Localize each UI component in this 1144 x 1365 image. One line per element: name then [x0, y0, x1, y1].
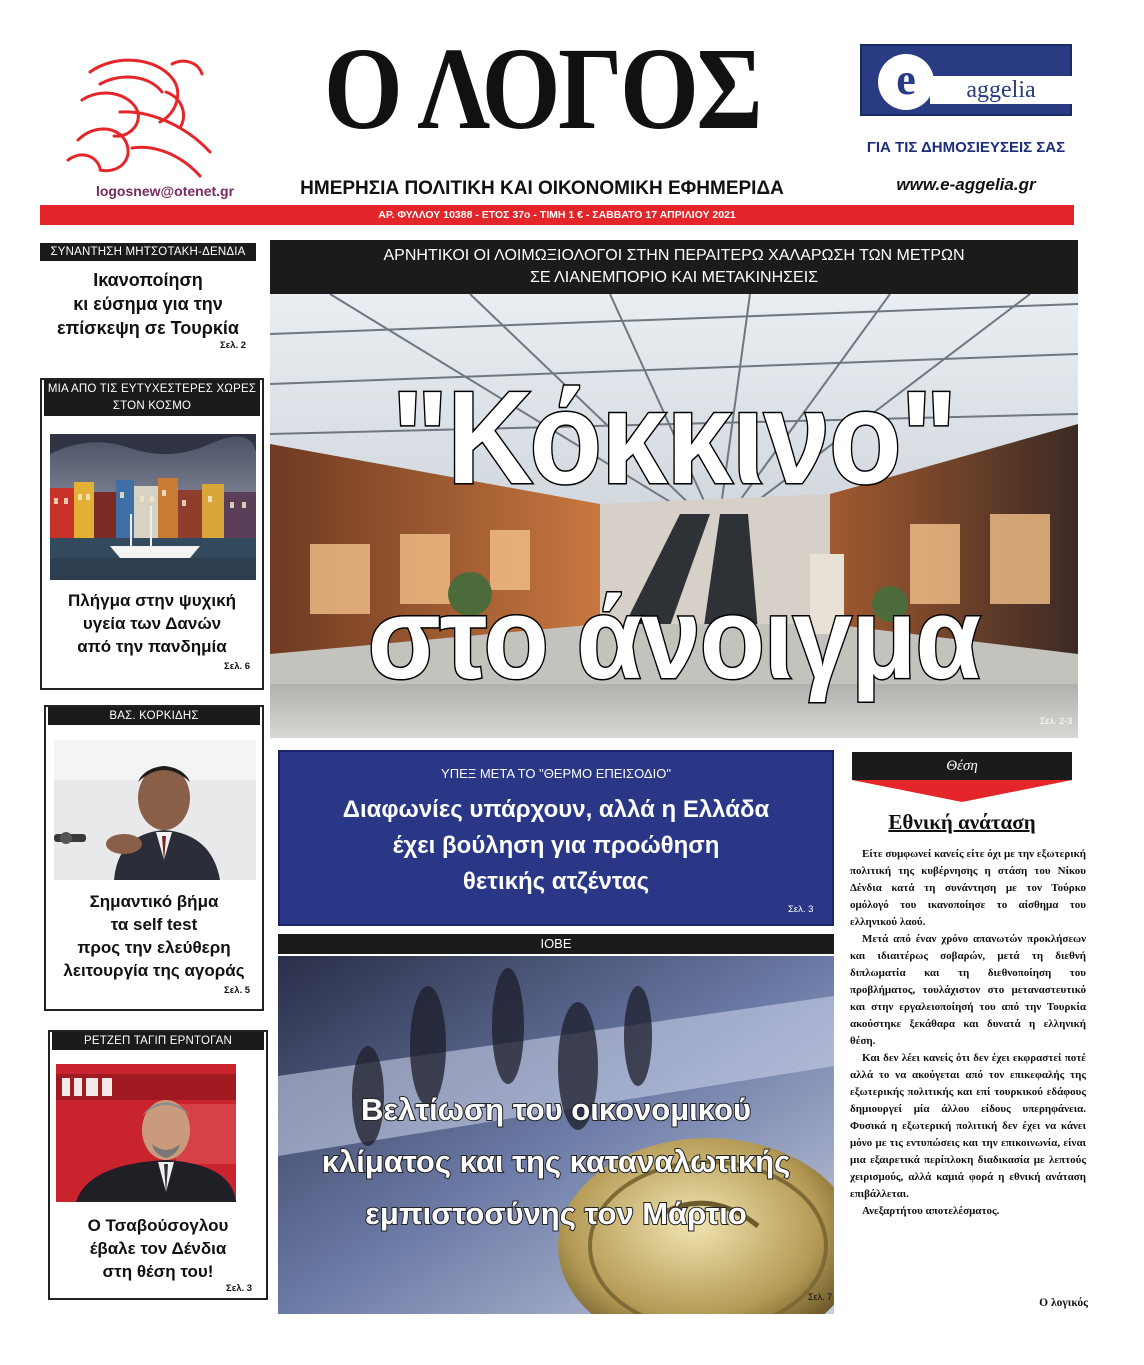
left-story-3-page: Σελ. 5 — [224, 985, 250, 996]
blue-story-kicker: ΥΠΕΞ ΜΕΤΑ ΤΟ "ΘΕΡΜΟ ΕΠΕΙΣΟΔΙΟ" — [441, 766, 671, 781]
headline-line: θετικής ατζέντας — [462, 868, 650, 895]
left-story-3-kicker: ΒΑΣ. ΚΟΡΚΙΔΗΣ — [48, 707, 260, 725]
editorial-title: Εθνική ανάταση — [888, 810, 1036, 834]
blue-story-page: Σελ. 3 — [788, 904, 813, 915]
eaggelia-url: www.e-aggelia.gr — [896, 175, 1036, 194]
editorial-paragraph: Είτε συμφωνεί κανείς είτε όχι με την εξωτερική πολιτική της κυβέρνησης η στάση του Νίκου Δένδια κατά τη συνάντηση με τον Τούρκο ομόλογό του ικανοποίησε το αίσθημα του ελληνικού λαού. — [850, 848, 1086, 928]
left-story-1-kicker: ΣΥΝΑΝΤΗΣΗ ΜΗΤΣΟΤΑΚΗ-ΔΕΝΔΙΑ — [40, 243, 256, 261]
iobe-headline — [278, 1084, 834, 1240]
headline-line: Πλήγμα στην ψυχική — [68, 591, 236, 610]
left-story-2-headline — [40, 589, 264, 658]
headline-line: επίσκεψη σε Τουρκία — [56, 318, 239, 338]
headline-line: υγεία των Δανών — [82, 614, 222, 633]
headline-line: Ο Τσαβούσογλου — [87, 1216, 229, 1235]
headline-line: λειτουργία της αγοράς — [63, 961, 245, 980]
editorial-red-arrow — [852, 780, 1072, 802]
newspaper-logo-illustration — [60, 52, 220, 180]
copenhagen-harbor-photo — [50, 434, 256, 580]
main-story-page: Σελ. 2-3 — [1040, 716, 1072, 726]
left-story-4-kicker: ΡΕΤΖΕΠ ΤΑΓΙΠ ΕΡΝΤΟΓΑΝ — [52, 1032, 264, 1050]
editorial-body — [850, 846, 1086, 1220]
foreign-ministry-story — [278, 750, 834, 926]
newspaper-subtitle: ΗΜΕΡΗΣΙΑ ΠΟΛΙΤΙΚΗ ΚΑΙ ΟΙΚΟΝΟΜΙΚΗ ΕΦΗΜΕΡΙΔΑ — [300, 178, 784, 199]
korkidis-photo — [54, 740, 256, 880]
headline-line: έχει βούληση για προώθηση — [392, 832, 720, 859]
main-story-banner — [270, 240, 1078, 294]
headline-line: έβαλε τον Δένδια — [89, 1239, 227, 1258]
issue-info-bar: ΑΡ. ΦΥΛΛΟΥ 10388 - ΕΤΟΣ 37ο - ΤΙΜΗ 1 € - ΣΑΒΒΑΤΟ 17 ΑΠΡΙΛΙΟΥ 2021 — [40, 205, 1074, 225]
main-headline-line-1: "Κόκκινο" — [391, 364, 957, 511]
editorial-paragraph: Και δεν λέει κανείς ότι δεν έχει εκφραστεί ποτέ αλλά το να ακούγεται από τον επικεφαλής της εξωτερικής πολιτικής και επί τουρκικού εδάφους δημιουργεί μία άλλου είδους υπερηφάνεια. Φυσικά η εξωτερική πολιτική δεν έχει να κάνει μόνο με τις εντυπώσεις και την επικοινωνία, είναι μια εξαιρετικά περίπλοκη διαδικασία με λεπτούς χειρισμούς, αλλά καμιά φορά η εθνική ανάταση επιβάλλεται. — [850, 1052, 1086, 1200]
left-story-2-page: Σελ. 6 — [224, 661, 250, 672]
headline-line: Σημαντικό βήμα — [89, 892, 219, 911]
editorial-signature: Ο λογικός — [1039, 1297, 1088, 1309]
main-headline-line-2: στο άνοιγμα — [367, 573, 981, 703]
kicker-line: ΣΤΟΝ ΚΟΣΜΟ — [112, 400, 192, 412]
contact-email: logosnew@otenet.gr — [95, 183, 235, 199]
shopping-mall-photo — [270, 294, 1078, 738]
headline-line: στη θέση του! — [102, 1262, 214, 1281]
blue-story-headline — [280, 792, 832, 900]
left-story-2-kicker — [44, 380, 260, 416]
eaggelia-wordmark: aggelia — [930, 76, 1072, 104]
left-story-4-headline — [48, 1214, 268, 1283]
banner-line: ΣΕ ΛΙΑΝΕΜΠΟΡΙΟ ΚΑΙ ΜΕΤΑΚΙΝΗΣΕΙΣ — [529, 269, 819, 286]
newspaper-title: Ο ΛΟΓΟΣ — [323, 23, 761, 154]
left-story-1-page: Σελ. 2 — [220, 340, 246, 351]
editorial-paragraph: Μετά από έναν χρόνο απανωτών προκλήσεων και ιδιαιτέρως σοβαρών, μετά τη διεθνή διπλωματία και τη διεθνοποίηση του προβλήματος, τουλάχιστον στο μεταναστευτικό και στην εργαλειοποίησή του από την Τουρκία ακούστηκε ξεκάθαρα και δυνατά η ελληνική θέση. — [850, 933, 1086, 1047]
headline-line: Βελτίωση του οικονομικού — [360, 1092, 752, 1127]
eaggelia-e-letter: e — [878, 54, 934, 110]
headline-line: κλίματος και της καταναλωτικής — [321, 1144, 791, 1179]
eaggelia-logo — [860, 44, 1072, 116]
iobe-kicker: ΙΟΒΕ — [278, 934, 834, 954]
headline-line: Διαφωνίες υπάρχουν, αλλά η Ελλάδα — [342, 796, 770, 823]
banner-line: ΑΡΝΗΤΙΚΟΙ ΟΙ ΛΟΙΜΩΞΙΟΛΟΓΟΙ ΣΤΗΝ ΠΕΡΑΙΤΕΡΩ ΧΑΛΑΡΩΣΗ ΤΩΝ ΜΕΤΡΩΝ — [383, 247, 965, 264]
editorial-paragraph: Ανεξαρτήτου αποτελέσματος. — [862, 1205, 1000, 1217]
headline-line: κι εύσημα για την — [73, 294, 223, 314]
left-story-1-headline — [40, 268, 256, 340]
headline-line: Ικανοποίηση — [93, 270, 203, 290]
left-story-3-headline — [44, 890, 264, 982]
eaggelia-tagline: ΓΙΑ ΤΙΣ ΔΗΜΟΣΙΕΥΣΕΙΣ ΣΑΣ — [866, 139, 1066, 156]
left-story-4-page: Σελ. 3 — [226, 1283, 252, 1294]
headline-line: τα self test — [110, 915, 198, 934]
euro-coin-photo — [278, 956, 834, 1314]
erdogan-photo — [56, 1064, 236, 1202]
headline-line: προς την ελεύθερη — [77, 938, 231, 957]
iobe-story-page: Σελ. 7 — [808, 1292, 832, 1302]
headline-line: από την πανδημία — [77, 637, 227, 656]
editorial-tab: Θέση — [852, 752, 1072, 780]
headline-line: εμπιστοσύνης τον Μάρτιο — [365, 1196, 747, 1231]
kicker-line: ΜΙΑ ΑΠΟ ΤΙΣ ΕΥΤΥΧΕΣΤΕΡΕΣ ΧΩΡΕΣ — [47, 383, 257, 395]
